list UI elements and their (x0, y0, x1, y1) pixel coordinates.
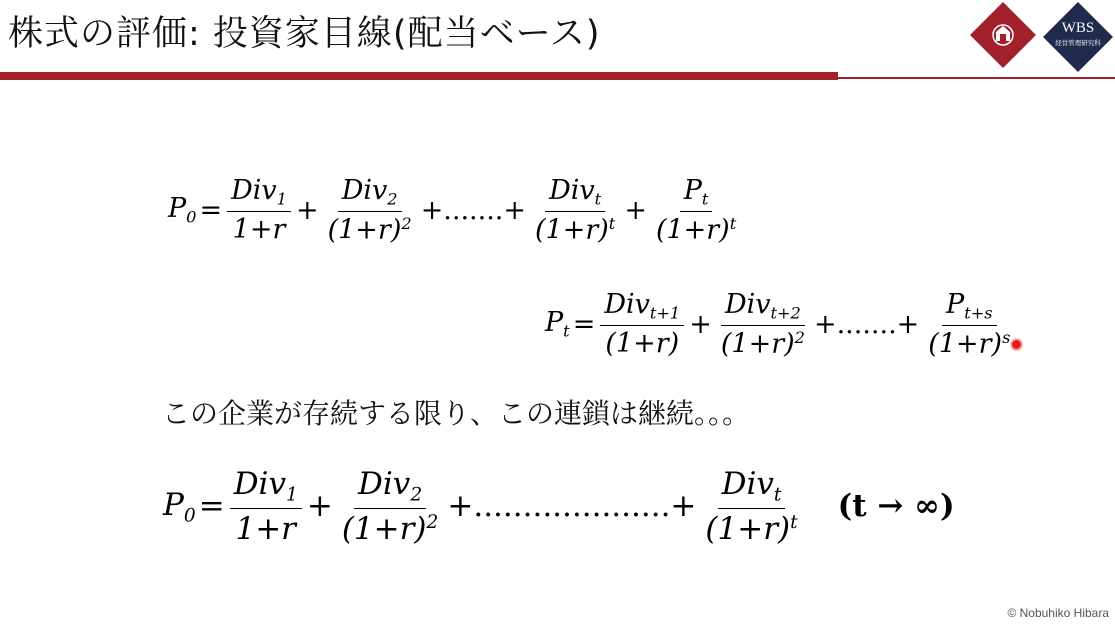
wbs-logo-diamond (1042, 1, 1114, 73)
title-underline (0, 72, 838, 80)
continuation-note: この企業が存続する限り、この連鎖は継続。。。 (162, 397, 751, 430)
eq3-limit: (t → ∞) (837, 488, 955, 525)
eq3-lhs: $P_0$ (163, 486, 196, 526)
eq1-lhs: $P_0$ (168, 193, 197, 228)
eq3-term-t: $\frac{Div_t}{(1+r)^t}$ (705, 466, 798, 547)
copyright-text: © Nobuhiko Hibara (1007, 606, 1109, 620)
title-underline-thin (838, 77, 1115, 79)
dividend-valuation-equation-infinite: $P_0$ = $\frac{Div_1}{1+r}$ + $\frac{Div_2}{(1+r)^2}$ +....................+ $\frac{Div_t}{(1+r)^t}$ (t → ∞) (163, 466, 955, 547)
eq3-ellipsis: +....................+ (447, 488, 697, 525)
eq3-term-2: $\frac{Div_2}{(1+r)^2}$ (341, 466, 439, 547)
slide-title: 株式の評価: 投資家目線(配当ベース) (8, 14, 601, 54)
eq1-term-price: $\frac{P_t}{(1+r)^t}$ (655, 175, 737, 246)
eq3-term-1: $\frac{Div_1}{1+r}$ (230, 466, 302, 547)
eq1-equals: = (199, 194, 223, 226)
eq1-term-1: $\frac{Div_1}{1+r}$ (227, 175, 291, 245)
eq2-term-1: $\frac{Div_{t+1}}{(1+r)}$ (600, 289, 684, 359)
eq2-ellipsis: +.......+ (813, 308, 920, 340)
wbs-logo-text: WBS (1061, 20, 1095, 36)
eq2-term-2: $\frac{Div_{t+2}}{(1+r)^2}$ (720, 289, 805, 360)
eq1-term-t: $\frac{Div_t}{(1+r)^t}$ (535, 175, 616, 246)
eq1-term-2: $\frac{Div_2}{(1+r)^2}$ (327, 175, 412, 246)
eq1-ellipsis: +.......+ (420, 194, 527, 226)
price-at-t-equation: $P_t$ = $\frac{Div_{t+1}}{(1+r)}$ + $\frac{Div_{t+2}}{(1+r)^2}$ +.......+ $\frac{P_{t+s}}{(1+r)^s}$ (545, 289, 1016, 359)
university-crest-logo (969, 1, 1037, 69)
laser-pointer-dot (1012, 340, 1021, 349)
wbs-logo-subtext: 経営管理研究科 (1055, 39, 1101, 47)
wbs-logo (1042, 1, 1114, 73)
eq2-term-price: $\frac{P_{t+s}}{(1+r)^s}$ (928, 289, 1011, 360)
eq2-lhs: $P_t$ (545, 307, 570, 342)
dividend-valuation-equation-finite: $P_0$ = $\frac{Div_1}{1+r}$ + $\frac{Div_2}{(1+r)^2}$ +.......+ $\frac{Div_t}{(1+r)^t}$ + $\frac{P_t}{(1+r)^t}$ (168, 175, 742, 245)
